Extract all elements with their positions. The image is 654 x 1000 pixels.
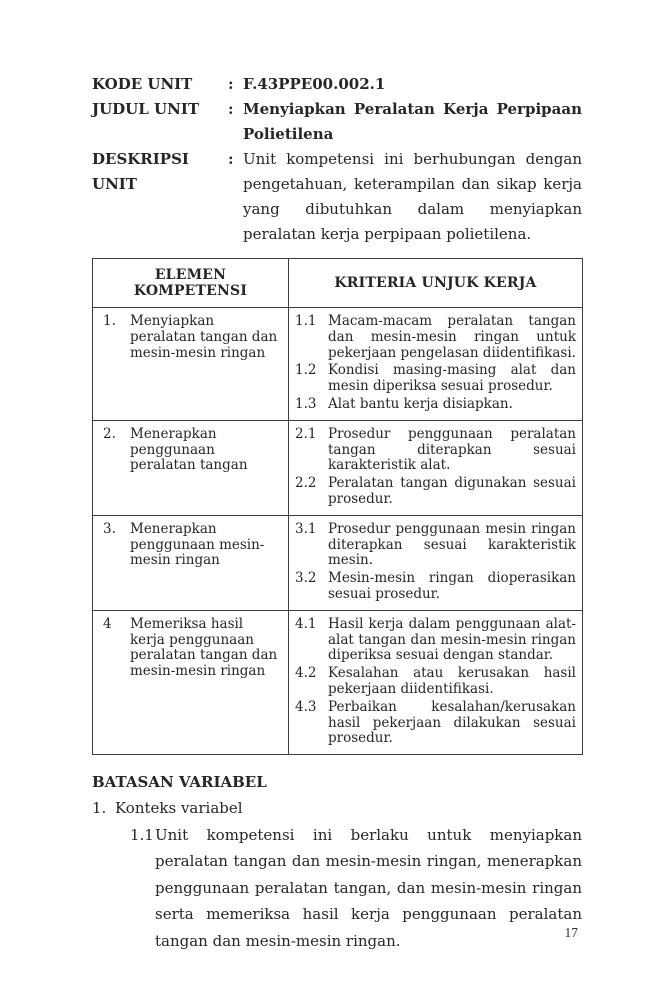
criteria-number: 2.2: [295, 475, 317, 492]
criteria-number: 4.3: [295, 698, 317, 715]
batasan-variabel-title: BATASAN VARIABEL: [92, 773, 267, 792]
page-content: [92, 72, 582, 954]
competency-table-body: [93, 308, 583, 755]
criteria-item: [295, 617, 576, 664]
table-row: [93, 610, 583, 754]
criteria-cell: [289, 308, 583, 421]
criteria-cell: [289, 420, 583, 515]
judul-unit-word: Perpipaan: [496, 100, 582, 118]
konteks-variabel-sub-text: Unit kompetensi ini berlaku untuk menyiapkan peralatan tangan dan mesin-mesin ringan, menerapkan penggunaan peralatan tangan, dan mesin-mesin ringan serta memeriksa hasil kerja penggunaan peralatan tangan dan mesin-mesin ringan.: [155, 825, 582, 950]
judul-unit-value: [243, 97, 582, 147]
deskripsi-unit-value: Unit kompetensi ini berhubungan dengan pengetahuan, keterampilan dan sikap kerja yang dibutuhkan dalam menyiapkan peralatan kerja perpipaan polietilena.: [243, 150, 582, 243]
deskripsi-unit-row: [92, 147, 582, 247]
criteria-item: [295, 363, 576, 395]
criteria-number: 4.1: [295, 615, 317, 632]
judul-unit-word: Kerja: [443, 100, 489, 118]
judul-unit-word: Menyiapkan: [243, 100, 346, 118]
konteks-variabel-sub-number: 1.1: [130, 825, 154, 844]
table-header-row: [93, 259, 583, 308]
criteria-item: [295, 314, 576, 361]
criteria-item: [295, 427, 576, 474]
criteria-number: 4.2: [295, 665, 317, 682]
table-row: [93, 420, 583, 515]
criteria-number: 1.3: [295, 395, 317, 412]
element-cell: [93, 420, 289, 515]
criteria-text: Peralatan tangan digunakan sesuai prosedur.: [328, 475, 576, 507]
element-number: 2.: [103, 425, 116, 442]
judul-unit-label: JUDUL UNIT: [92, 100, 200, 118]
competency-table: [92, 258, 583, 755]
element-cell: [93, 610, 289, 754]
element-number: 1.: [103, 313, 116, 329]
judul-unit-row: [92, 97, 582, 147]
deskripsi-unit-separator: :: [228, 150, 234, 168]
element-number: 3.: [103, 520, 116, 537]
konteks-variabel-item: [92, 795, 582, 822]
kode-unit-label: KODE UNIT: [92, 75, 193, 93]
elemen-kompetensi-header: ELEMEN KOMPETENSI: [93, 259, 289, 308]
criteria-text: Alat bantu kerja disiapkan.: [328, 395, 513, 412]
criteria-text: Macam-macam peralatan tangan dan mesin-mesin ringan untuk pekerjaan pengelasan diidentifikasi.: [328, 313, 576, 361]
konteks-variabel-sub-item: [130, 822, 582, 955]
criteria-text: Prosedur penggunaan peralatan tangan diterapkan sesuai karakteristik alat.: [328, 425, 576, 474]
judul-unit-word: Peralatan: [353, 100, 435, 118]
criteria-number: 2.1: [295, 425, 317, 442]
criteria-number: 3.1: [295, 520, 317, 537]
judul-unit-separator: :: [228, 100, 234, 118]
kode-unit-separator: :: [228, 75, 234, 93]
batasan-variabel-section: [92, 769, 582, 954]
judul-unit-title-line2: Polietilena: [243, 125, 334, 143]
criteria-cell: [289, 515, 583, 610]
element-cell: [93, 515, 289, 610]
criteria-text: Perbaikan kesalahan/kerusakan hasil pekerjaan dilakukan sesuai prosedur.: [328, 698, 576, 747]
element-text: Memeriksa hasil kerja penggunaan peralatan tangan dan mesin-mesin ringan: [130, 615, 278, 680]
criteria-item: [295, 476, 576, 508]
criteria-item: [295, 666, 576, 698]
kode-unit-value: F.43PPE00.002.1: [243, 75, 386, 93]
criteria-item: [295, 571, 576, 603]
table-row: [93, 515, 583, 610]
criteria-item: [295, 522, 576, 569]
criteria-item: [295, 700, 576, 747]
element-text: Menyiapkan peralatan tangan dan mesin-mesin ringan: [130, 313, 278, 361]
element-text: Menerapkan penggunaan mesin-mesin ringan: [130, 520, 265, 569]
element-cell: [93, 308, 289, 421]
kriteria-unjuk-kerja-header: KRITERIA UNJUK KERJA: [289, 259, 583, 308]
konteks-variabel-number: 1.: [92, 799, 107, 818]
criteria-number: 3.2: [295, 570, 317, 587]
element-text: Menerapkan penggunaan peralatan tangan: [130, 425, 248, 474]
criteria-text: Kondisi masing-masing alat dan mesin diperiksa sesuai prosedur.: [328, 362, 576, 395]
criteria-text: Prosedur penggunaan mesin ringan diterapkan sesuai karakteristik mesin.: [328, 520, 576, 569]
criteria-text: Kesalahan atau kerusakan hasil pekerjaan diidentifikasi.: [328, 665, 576, 697]
konteks-variabel-text: Konteks variabel: [115, 799, 243, 818]
competency-table-head: [93, 259, 583, 308]
page-number: 17: [564, 925, 578, 940]
criteria-number: 1.2: [295, 362, 317, 379]
element-number: 4: [103, 615, 112, 632]
unit-header: [92, 72, 582, 247]
judul-unit-title-line1: [243, 97, 582, 122]
criteria-cell: [289, 610, 583, 754]
kode-unit-row: [92, 72, 582, 97]
table-row: [93, 308, 583, 421]
criteria-text: Mesin-mesin ringan dioperasikan sesuai prosedur.: [328, 570, 576, 602]
criteria-text: Hasil kerja dalam penggunaan alat-alat tangan dan mesin-mesin ringan diperiksa sesuai dengan standar.: [328, 615, 576, 664]
deskripsi-unit-label: DESKRIPSI UNIT: [92, 150, 189, 193]
criteria-item: [295, 397, 576, 413]
criteria-number: 1.1: [295, 313, 317, 329]
